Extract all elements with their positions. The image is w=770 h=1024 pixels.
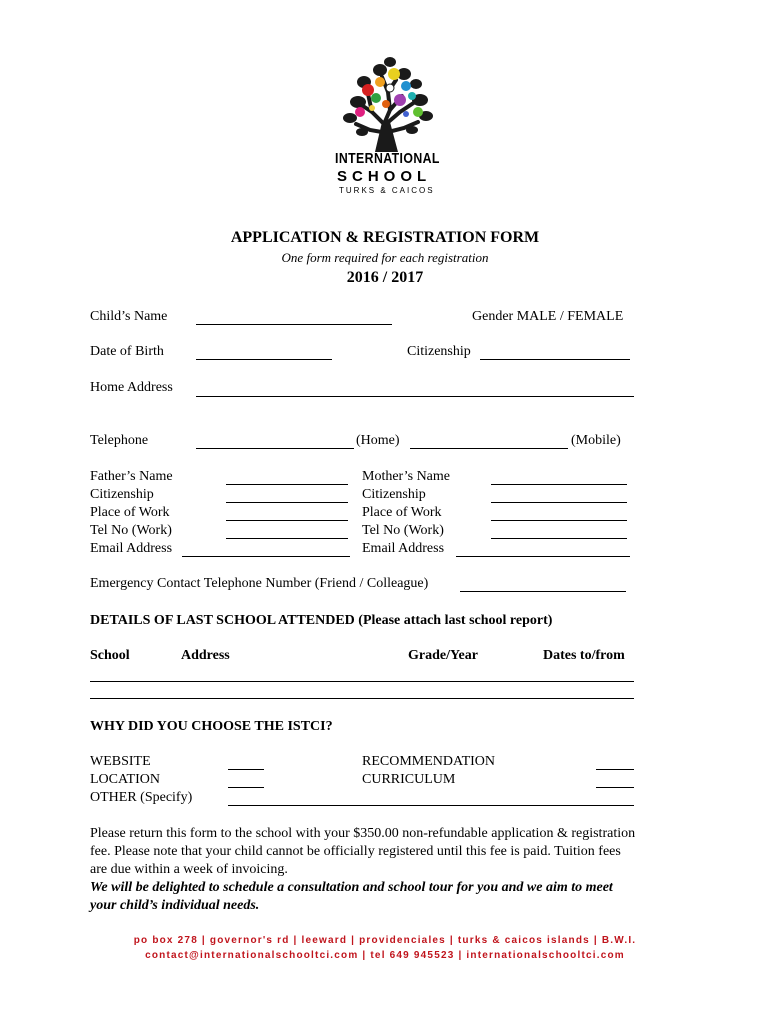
notice-line-3: are due within a week of invoicing.	[90, 862, 288, 877]
mother-citizenship-field[interactable]	[491, 502, 627, 503]
father-tel-label: Tel No (Work)	[90, 523, 172, 538]
mobile-phone-field[interactable]	[410, 448, 568, 449]
logo-line-3: TURKS & CAICOS	[339, 186, 435, 195]
father-name-label: Father’s Name	[90, 469, 173, 484]
home-phone-field[interactable]	[196, 448, 354, 449]
column-grade: Grade/Year	[408, 648, 478, 663]
mother-email-field[interactable]	[456, 556, 630, 557]
location-checkbox[interactable]	[228, 787, 264, 788]
academic-year: 2016 / 2017	[346, 269, 424, 286]
notice-bold-2: your child’s individual needs.	[90, 898, 260, 913]
citizenship-label: Citizenship	[407, 344, 471, 359]
website-label: WEBSITE	[90, 754, 151, 769]
website-checkbox[interactable]	[228, 769, 264, 770]
telephone-label: Telephone	[90, 433, 149, 448]
mother-tel-label: Tel No (Work)	[362, 523, 444, 538]
form-subtitle: One form required for each registration	[281, 250, 489, 265]
last-school-line-2[interactable]	[90, 698, 634, 699]
father-email-label: Email Address	[90, 541, 173, 556]
father-citizenship-label: Citizenship	[90, 487, 154, 502]
citizenship-field[interactable]	[480, 359, 630, 360]
mobile-phone-label: (Mobile)	[571, 433, 621, 448]
childs-name-field[interactable]	[196, 324, 392, 325]
column-school: School	[90, 648, 130, 663]
gender-label[interactable]: Gender MALE / FEMALE	[472, 309, 624, 324]
form-title: APPLICATION & REGISTRATION FORM	[230, 229, 540, 246]
mother-work-label: Place of Work	[362, 505, 442, 520]
father-tel-field[interactable]	[226, 538, 348, 539]
emergency-label: Emergency Contact Telephone Number (Friend / Colleague)	[90, 576, 429, 591]
home-phone-label: (Home)	[356, 433, 400, 448]
dob-label: Date of Birth	[90, 344, 164, 359]
logo-line-2: SCHOOL	[337, 168, 432, 185]
father-email-field[interactable]	[182, 556, 350, 557]
father-citizenship-field[interactable]	[226, 502, 348, 503]
mother-citizenship-label: Citizenship	[362, 487, 426, 502]
mother-email-label: Email Address	[362, 541, 445, 556]
recommendation-label: RECOMMENDATION	[362, 754, 495, 769]
father-work-label: Place of Work	[90, 505, 170, 520]
father-name-field[interactable]	[226, 484, 348, 485]
notice-line-2: fee. Please note that your child cannot be officially registered until this fee is paid. Tuition fees	[90, 844, 621, 859]
footer-contact: contact@internationalschooltci.com | tel 649 945523 | internationalschooltci.com	[145, 950, 625, 961]
footer-address: po box 278 | governor's rd | leeward | providenciales | turks & caicos islands | B.W.I.	[133, 935, 637, 946]
dob-field[interactable]	[196, 359, 332, 360]
mother-tel-field[interactable]	[491, 538, 627, 539]
other-label: OTHER (Specify)	[90, 790, 193, 805]
mother-work-field[interactable]	[491, 520, 627, 521]
last-school-heading: DETAILS OF LAST SCHOOL ATTENDED (Please attach last school report)	[90, 613, 553, 628]
column-address: Address	[181, 648, 230, 663]
curriculum-label: CURRICULUM	[362, 772, 456, 787]
school-logo	[320, 52, 455, 197]
emergency-field[interactable]	[460, 591, 626, 592]
notice-bold-1: We will be delighted to schedule a consultation and school tour for you and we aim to meet	[90, 880, 613, 895]
mother-name-label: Mother’s Name	[362, 469, 450, 484]
why-heading: WHY DID YOU CHOOSE THE ISTCI?	[90, 719, 333, 734]
curriculum-checkbox[interactable]	[596, 787, 634, 788]
column-dates: Dates to/from	[543, 648, 625, 663]
tree-icon	[320, 52, 455, 152]
other-specify-field[interactable]	[228, 805, 634, 806]
logo-line-1: INTERNATIONAL	[335, 150, 440, 167]
location-label: LOCATION	[90, 772, 160, 787]
father-work-field[interactable]	[226, 520, 348, 521]
childs-name-label: Child’s Name	[90, 309, 168, 324]
home-address-label: Home Address	[90, 380, 173, 395]
mother-name-field[interactable]	[491, 484, 627, 485]
last-school-line-1[interactable]	[90, 681, 634, 682]
recommendation-checkbox[interactable]	[596, 769, 634, 770]
notice-line-1: Please return this form to the school with your $350.00 non-refundable application & registration	[90, 826, 636, 841]
home-address-field[interactable]	[196, 396, 634, 397]
